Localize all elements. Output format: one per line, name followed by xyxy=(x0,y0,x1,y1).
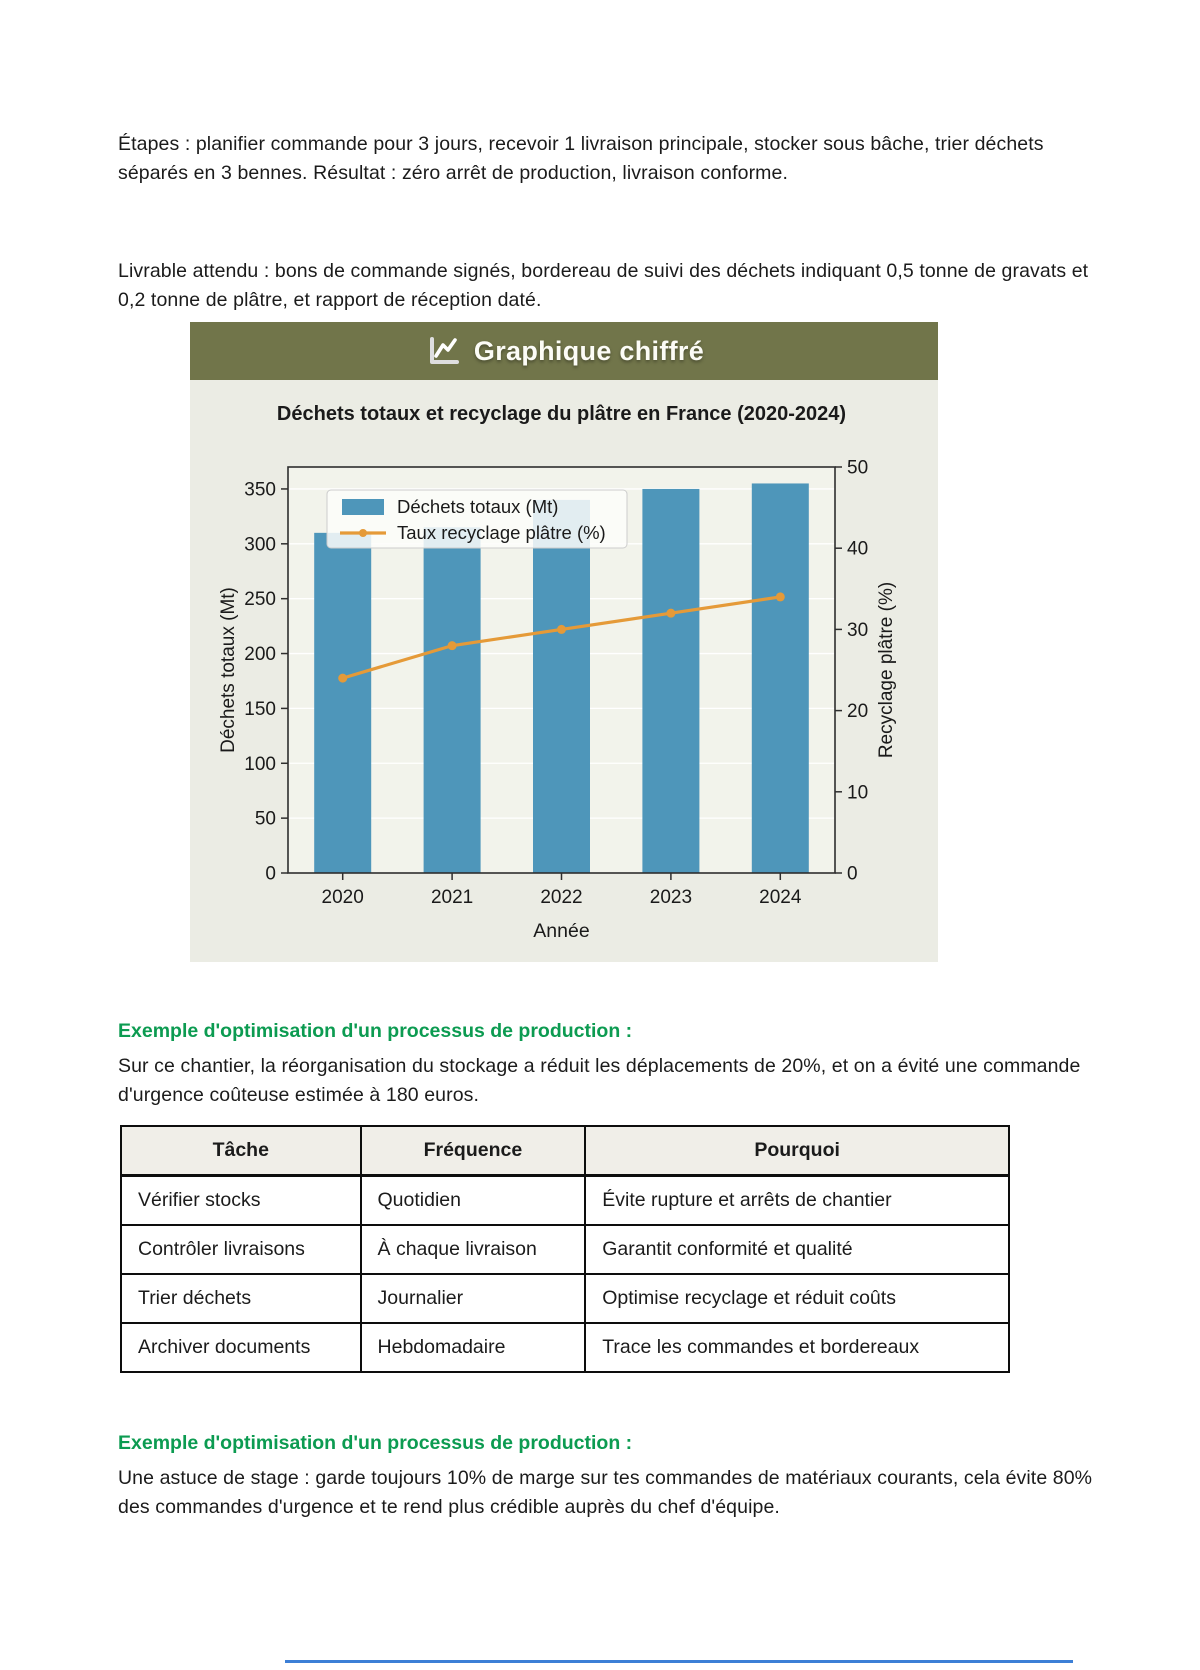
column-header-frequence: Fréquence xyxy=(361,1126,586,1176)
cell-task: Contrôler livraisons xyxy=(121,1225,361,1274)
right-tick-label: 20 xyxy=(847,701,869,723)
bar-2022 xyxy=(533,500,590,873)
cell-reason: Trace les commandes et bordereaux xyxy=(585,1323,1009,1372)
right-tick-label: 10 xyxy=(847,782,869,804)
bar-2024 xyxy=(752,483,809,873)
cell-reason: Optimise recyclage et réduit coûts xyxy=(585,1274,1009,1323)
left-tick-label: 250 xyxy=(244,589,276,611)
paragraph-steps: Étapes : planifier commande pour 3 jours, recevoir 1 livraison principale, stocker sous bâche, trier déchets séparés en 3 bennes. Résultat : zéro arrêt de production, livraison conforme. xyxy=(118,132,1044,184)
bar-2023 xyxy=(642,489,699,873)
section1-heading: Exemple d'optimisation d'un processus de production : xyxy=(118,1019,633,1042)
legend-label-bar: Déchets totaux (Mt) xyxy=(397,496,559,517)
chart-card-title: Graphique chiffré xyxy=(473,335,705,366)
cell-task: Vérifier stocks xyxy=(121,1176,361,1226)
cell-task: Archiver documents xyxy=(121,1323,361,1372)
right-tick-label: 50 xyxy=(847,457,869,479)
bottom-divider xyxy=(285,1660,1073,1663)
cell-frequency: Hebdomadaire xyxy=(361,1323,586,1372)
left-tick-label: 150 xyxy=(244,698,276,720)
column-header-pourquoi: Pourquoi xyxy=(585,1126,1009,1176)
left-tick-label: 50 xyxy=(254,808,276,830)
line-marker-2021 xyxy=(448,641,457,650)
table-row xyxy=(121,1225,1009,1274)
left-tick-label: 100 xyxy=(244,753,276,775)
table-row xyxy=(121,1323,1009,1372)
task-table xyxy=(120,1125,1010,1373)
table-row xyxy=(121,1176,1009,1226)
waste-recycling-chart xyxy=(190,380,938,962)
x-axis-label: Année xyxy=(533,920,590,942)
left-tick-label: 350 xyxy=(244,479,276,501)
table-row xyxy=(121,1274,1009,1323)
right-tick-label: 30 xyxy=(847,619,869,641)
section2-body: Une astuce de stage : garde toujours 10% de marge sur tes commandes de matériaux courants, cela évite 80% des commandes d'urgence et te rend plus crédible auprès du chef d'équipe. xyxy=(118,1466,1093,1518)
paragraph-livrable: Livrable attendu : bons de commande signés, bordereau de suivi des déchets indiquant 0,5 tonne de gravats et 0,2 tonne de plâtre, et rapport de réception daté. xyxy=(118,259,1089,311)
table-header-row xyxy=(121,1126,1009,1176)
chart-card xyxy=(190,322,938,962)
cell-task: Trier déchets xyxy=(121,1274,361,1323)
bar-2020 xyxy=(314,533,371,873)
section1-body: Sur ce chantier, la réorganisation du stockage a réduit les déplacements de 20%, et on a évité une commande d'urgence coûteuse estimée à 180 euros. xyxy=(118,1054,1081,1106)
left-axis-label: Déchets totaux (Mt) xyxy=(218,587,239,753)
chart-title: Déchets totaux et recyclage du plâtre en France (2020-2024) xyxy=(276,403,847,425)
cell-frequency: Journalier xyxy=(361,1274,586,1323)
x-tick-label: 2020 xyxy=(321,887,364,908)
cell-frequency: À chaque livraison xyxy=(361,1225,586,1274)
chart-body xyxy=(190,380,938,962)
right-axis-label: Recyclage plâtre (%) xyxy=(876,581,897,759)
cell-reason: Garantit conformité et qualité xyxy=(585,1225,1009,1274)
line-marker-2020 xyxy=(338,674,347,683)
line-marker-2023 xyxy=(666,609,675,618)
x-tick-label: 2021 xyxy=(430,887,474,908)
left-tick-label: 200 xyxy=(244,644,276,666)
legend-swatch-bar xyxy=(342,499,384,515)
line-marker-2022 xyxy=(557,625,566,634)
cell-reason: Évite rupture et arrêts de chantier xyxy=(585,1176,1009,1226)
left-tick-label: 0 xyxy=(265,863,276,885)
right-tick-label: 0 xyxy=(847,863,858,885)
line-marker-2024 xyxy=(776,592,785,601)
left-tick-label: 300 xyxy=(244,534,276,556)
line-chart-icon xyxy=(424,334,462,368)
x-tick-label: 2022 xyxy=(540,887,583,908)
cell-frequency: Quotidien xyxy=(361,1176,586,1226)
chart-card-header xyxy=(190,322,938,380)
column-header-tache: Tâche xyxy=(121,1126,361,1176)
x-tick-label: 2024 xyxy=(759,887,802,908)
right-tick-label: 40 xyxy=(847,538,869,560)
legend-label-line: Taux recyclage plâtre (%) xyxy=(397,522,606,543)
x-tick-label: 2023 xyxy=(649,887,693,908)
section2-heading: Exemple d'optimisation d'un processus de production : xyxy=(118,1431,633,1454)
legend-line-marker xyxy=(359,529,367,537)
bar-2021 xyxy=(424,527,481,873)
